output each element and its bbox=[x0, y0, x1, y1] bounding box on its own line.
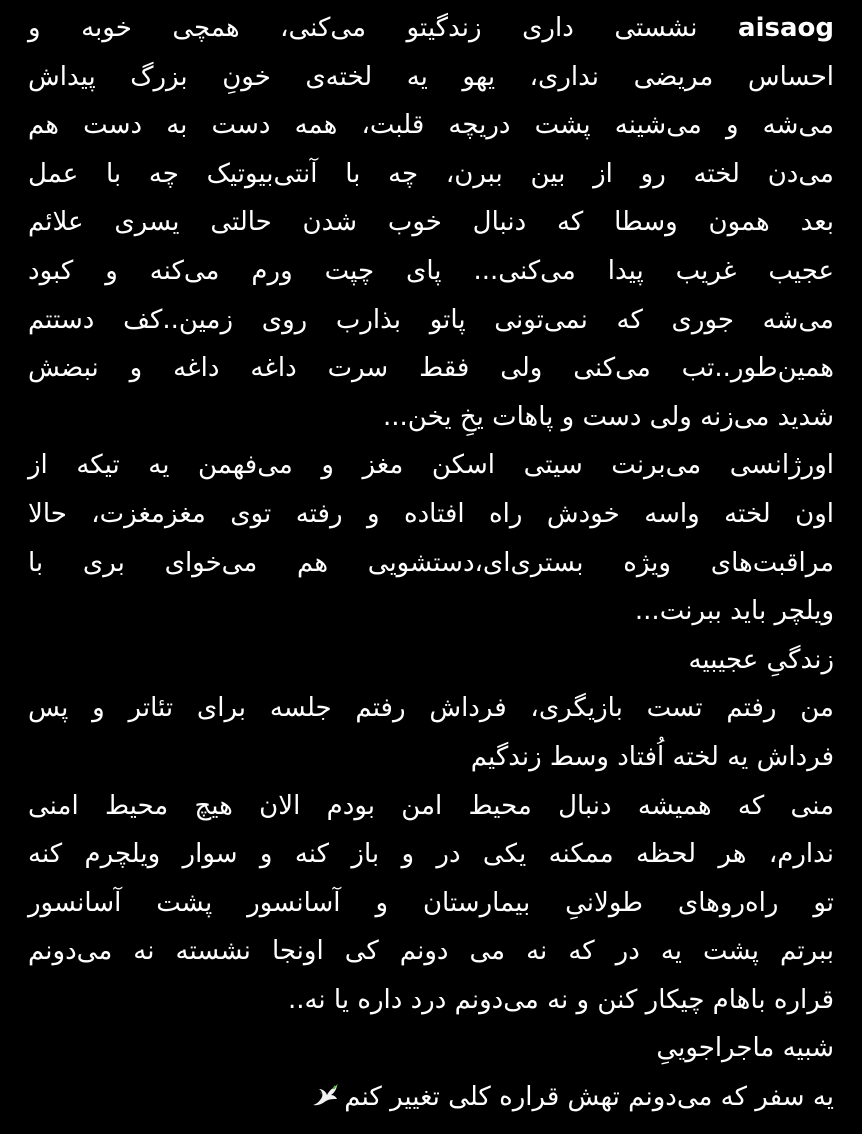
caption-line: مراقبت‌های ویژه بستری‌ای،دستشویی هم می‌خوای بری با bbox=[28, 547, 834, 578]
caption-line: ویلچر باید ببرنت... bbox=[634, 596, 834, 627]
caption-line: منی که همیشه دنبال محیط امن بودم الان هیچ محیط امنی bbox=[28, 790, 834, 821]
username[interactable]: aisaog bbox=[738, 13, 834, 43]
caption-line: اون لخته واسه خودش راه افتاده و رفته توی مغزمغزت، حالا bbox=[28, 498, 834, 529]
caption-line: ندارم، هر لحظه ممکنه یکی در و باز کنه و سوار ویلچرم کنه bbox=[28, 839, 834, 870]
caption-line: بعد همون وسطا که دنبال خوب شدن حالتی یسری علائم bbox=[28, 207, 834, 238]
caption-line: ببرتم پشت یه در که نه می دونم کی اونجا نشسته نه می‌دونم bbox=[28, 936, 834, 967]
caption-line-1-text: نشستی داری زندگیتو می‌کنی، همچی خوبه و bbox=[28, 13, 698, 43]
caption-line: می‌شه و می‌شینه پشت دریچه قلبت، همه دست به دست هم bbox=[28, 110, 834, 141]
caption-line: فرداش یه لخته اُفتاد وسط زندگیم bbox=[470, 741, 834, 772]
caption-line: شبیه ماجراجوییِ bbox=[656, 1033, 834, 1064]
caption-line: اورژانسی می‌برنت سیتی اسکن مغز و می‌فهمن یه تیکه از bbox=[28, 450, 834, 481]
caption-line: قراره باهام چیکار کنن و نه می‌دونم درد داره یا نه.. bbox=[287, 984, 834, 1015]
caption-line: تو راه‌روهای طولانیِ بیمارستان و آسانسور پشت آسانسور bbox=[28, 887, 834, 918]
caption-line: زندگیِ عجیبیه bbox=[688, 644, 834, 675]
caption-line: عجیب غریب پیدا می‌کنی... پای چپت ورم می‌کنه و کبود bbox=[28, 255, 834, 286]
caption-line: می‌دن لخته رو از بین ببرن، چه با آنتی‌بیوتیک چه با عمل bbox=[28, 158, 834, 189]
caption-line-last bbox=[28, 1073, 834, 1122]
caption-line: من رفتم تست بازیگری، فرداش رفتم جلسه برای تئاتر و پس bbox=[28, 693, 834, 724]
caption-line-last-text: یه سفر که می‌دونم تهش قراره کلی تغییر کنم bbox=[344, 1082, 834, 1113]
dove-icon bbox=[310, 1077, 340, 1103]
caption-line-1 bbox=[28, 4, 834, 53]
caption-text bbox=[28, 4, 834, 1122]
caption-line: شدید می‌زنه ولی دست و پاهات یخِ یخن... bbox=[383, 401, 834, 432]
caption-line: احساس مریضی نداری، یهو یه لخته‌ی خونِ بزرگ پیداش bbox=[28, 61, 834, 92]
caption-line: همین‌طور..تب می‌کنی ولی فقط سرت داغه داغه و نبضش bbox=[28, 353, 834, 384]
caption-line: می‌شه جوری که نمی‌تونی پاتو بذارب روی زمین..کف دستتم bbox=[28, 304, 834, 335]
